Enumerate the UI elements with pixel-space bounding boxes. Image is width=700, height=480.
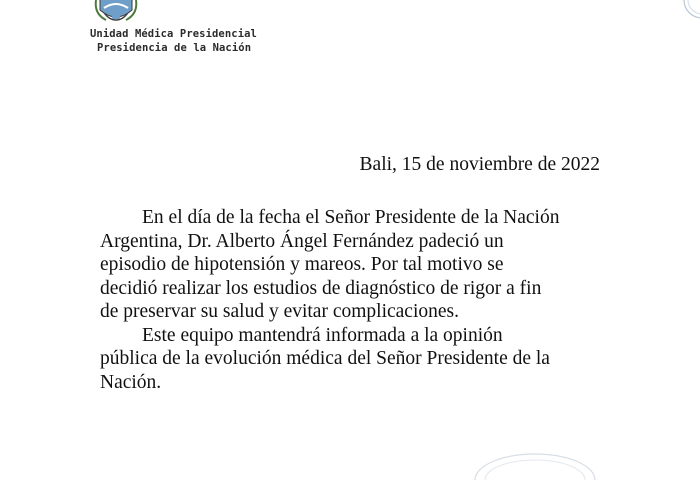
paragraph-2-line: Nación. (100, 371, 162, 393)
paragraph-1-line: decidió realizar los estudios de diagnóstico de rigor a fin (100, 277, 542, 299)
paragraph-1-line: Argentina, Dr. Alberto Ángel Fernández padeció un (100, 230, 504, 252)
coat-of-arms-icon (92, 0, 140, 24)
paragraph-1-line: En el día de la fecha el Señor Presidente de la Nación (142, 207, 560, 228)
paragraph-2-line: Este equipo mantendrá informada a la opinión (142, 324, 503, 346)
letter-date: Bali, 15 de noviembre de 2022 (359, 154, 600, 175)
watermark-seal-icon (470, 430, 600, 480)
letter-body (100, 206, 600, 394)
paragraph-2-line: pública de la evolución médica del Señor Presidente de la (100, 348, 550, 369)
letterhead-unit-name: Unidad Médica Presidencial (90, 28, 257, 40)
paragraph-1-line: de preservar su salud y evitar complicaciones. (100, 301, 459, 322)
watermark-arc-icon (680, 0, 700, 22)
paragraph-1-line: episodio de hipotensión y mareos. Por tal motivo se (100, 254, 504, 275)
letterhead-presidency-name: Presidencia de la Nación (97, 42, 252, 54)
